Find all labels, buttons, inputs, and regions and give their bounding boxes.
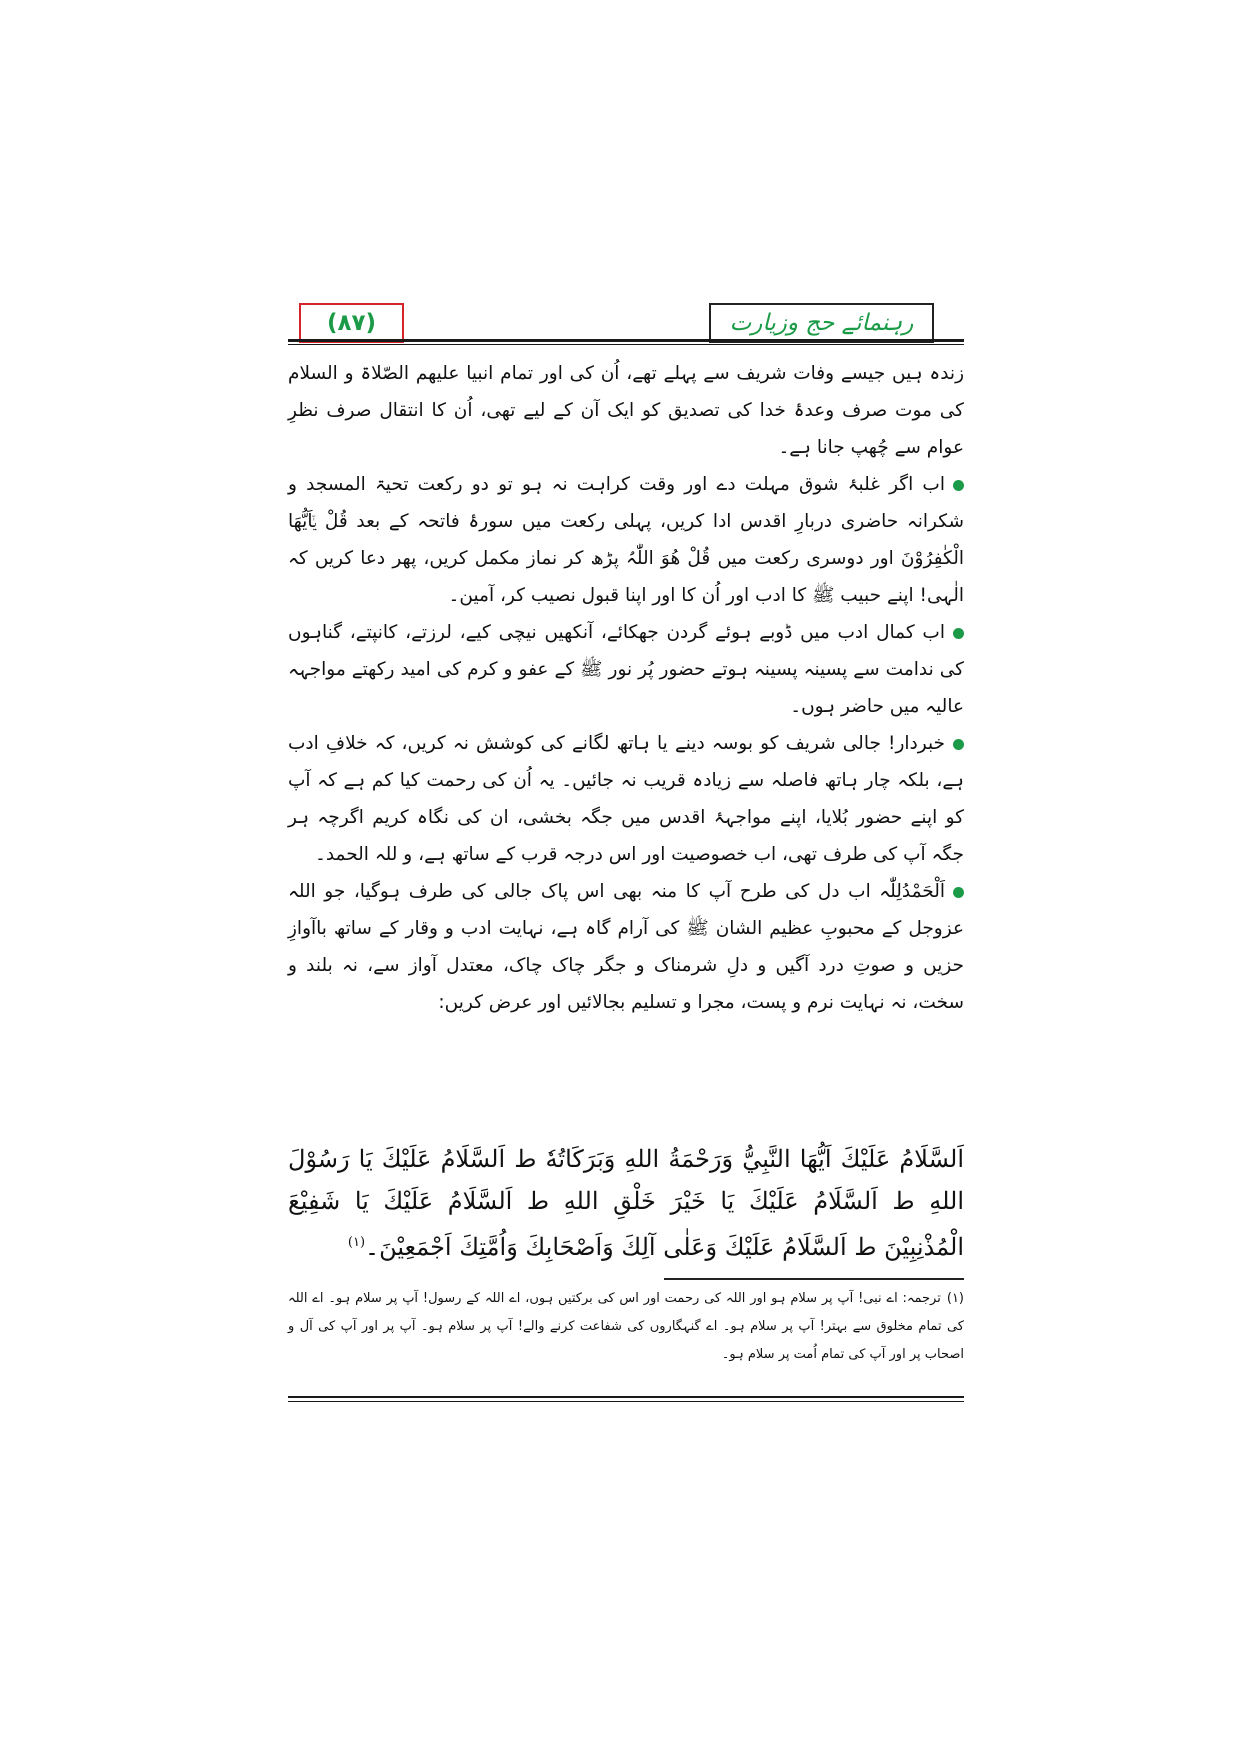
footnote xyxy=(288,1285,964,1369)
paragraph-5 xyxy=(288,873,964,1021)
paragraph-1 xyxy=(288,355,964,466)
footer-rule xyxy=(288,1396,964,1398)
header-rule-thin xyxy=(288,344,964,345)
paragraph-4-text: خبردار! جالی شریف کو بوسہ دینے یا ہاتھ لگانے کی کوشش نہ کریں، کہ خلافِ ادب ہے، بلکہ چار ہاتھ فاصلہ سے زیادہ قریب نہ جائیں۔ یہ اُن کی رحمت کیا کم ہے کہ آپ کو اپنے حضور بُلایا، اپنے مواجہۂ اقدس میں جگہ بخشی، ان کی نگاہ کریم اگرچہ ہر جگہ آپ کی طرف تھی، اب خصوصیت اور اس درجہ قرب کے ساتھ ہے، و للہ الحمد۔ xyxy=(288,733,964,865)
page-number xyxy=(299,303,404,343)
paragraph-3-text: اب کمال ادب میں ڈوبے ہوئے گردن جھکائے، آنکھیں نیچی کیے، لرزتے، کانپتے، گناہوں کی ندامت سے پسینہ پسینہ ہوتے حضور پُر نور ﷺ کے عفو و کرم کی امید رکھتے مواجہہ عالیہ میں حاضر ہوں۔ xyxy=(288,622,964,717)
paragraph-1-text: زندہ ہیں جیسے وفات شریف سے پہلے تھے، اُن کی اور تمام انبیا علیھم الصّلاۃ و السلام کی موت صرف وعدۂ خدا کی تصدیق کو ایک آن کے لیے تھی، اُن کا انتقال صرف نظرِ عوام سے چُھپ جانا ہے۔ xyxy=(288,363,964,458)
book-title xyxy=(709,303,934,343)
paragraph-2 xyxy=(288,466,964,614)
paragraph-3 xyxy=(288,614,964,725)
footnote-divider xyxy=(664,1278,964,1280)
body-text xyxy=(288,355,964,1021)
footnote-text: ترجمہ: اے نبی! آپ پر سلام ہو اور اللہ کی رحمت اور اس کی برکتیں ہوں، اے اللہ کے رسول! آپ پر سلام ہو۔ اے اللہ کی تمام مخلوق سے بہتر! آپ پر سلام ہو۔ اے گنہگاروں کی شفاعت کرنے والے! آپ پر سلام ہو۔ آپ پر اور آپ کی آل و اصحاب پر اور آپ کی تمام اُمت پر سلام ہو۔ xyxy=(288,1291,964,1362)
footer-rule-thin xyxy=(288,1401,964,1402)
footnote-reference: (۱) xyxy=(347,1235,366,1250)
arabic-salutation-text: اَلسَّلَامُ عَلَيْكَ اَيُّهَا النَّبِيُّ وَرَحْمَةُ اللهِ وَبَرَكَاتُهٗ ط اَلسَّلَامُ عَلَيْكَ يَا رَسُوْلَ اللهِ ط اَلسَّلَامُ عَلَيْكَ يَا خَيْرَ خَلْقِ اللهِ ط اَلسَّلَامُ عَلَيْكَ يَا شَفِيْعَ الْمُذْنِبِيْنَ ط اَلسَّلَامُ عَلَيْكَ وَعَلٰى آلِكَ وَاَصْحَابِكَ وَاُمَّتِكَ اَجْمَعِيْنَ۔ xyxy=(288,1145,964,1261)
header-rule xyxy=(288,339,964,342)
page-number-text: (۸۷) xyxy=(326,310,377,336)
paragraph-2-text: اب اگر غلبۂ شوق مہلت دے اور وقت کراہت نہ ہو تو دو رکعت تحیۃ المسجد و شکرانہ حاضری دربارِ اقدس ادا کریں، پہلی رکعت میں سورۂ فاتحہ کے بعد قُلْ یٰۤاَیُّهَا الْكٰفِرُوْنَ اور دوسری رکعت میں قُلْ ھُوَ اللّٰہُ پڑھ کر نماز مکمل کریں، پھر دعا کریں کہ الٰہی! اپنے حبیب ﷺ کا ادب اور اُن کا اور اپنا قبول نصیب کر، آمین۔ xyxy=(288,474,964,606)
paragraph-5-text: اَلْحَمْدُلِلّٰہ اب دل کی طرح آپ کا منہ بھی اس پاک جالی کی طرف ہوگیا، جو اللہ عزوجل کے محبوبِ عظیم الشان ﷺ کی آرام گاہ ہے، نہایت ادب و وقار کے ساتھ باآوازِ حزیں و صوتِ درد آگیں و دلِ شرمناک و جگر چاک چاک، معتدل آواز سے، نہ بلند و سخت، نہ نہایت نرم و پست، مجرا و تسلیم بجالائیں اور عرض کریں: xyxy=(288,881,964,1013)
bullet-icon xyxy=(953,887,964,898)
book-title-text: رہنمائے حج وزیارت xyxy=(729,310,914,336)
bullet-icon xyxy=(953,480,964,491)
bullet-icon xyxy=(953,739,964,750)
paragraph-4 xyxy=(288,725,964,873)
footnote-number: (۱) xyxy=(946,1291,964,1306)
arabic-salutation xyxy=(288,1138,964,1268)
bullet-icon xyxy=(953,628,964,639)
